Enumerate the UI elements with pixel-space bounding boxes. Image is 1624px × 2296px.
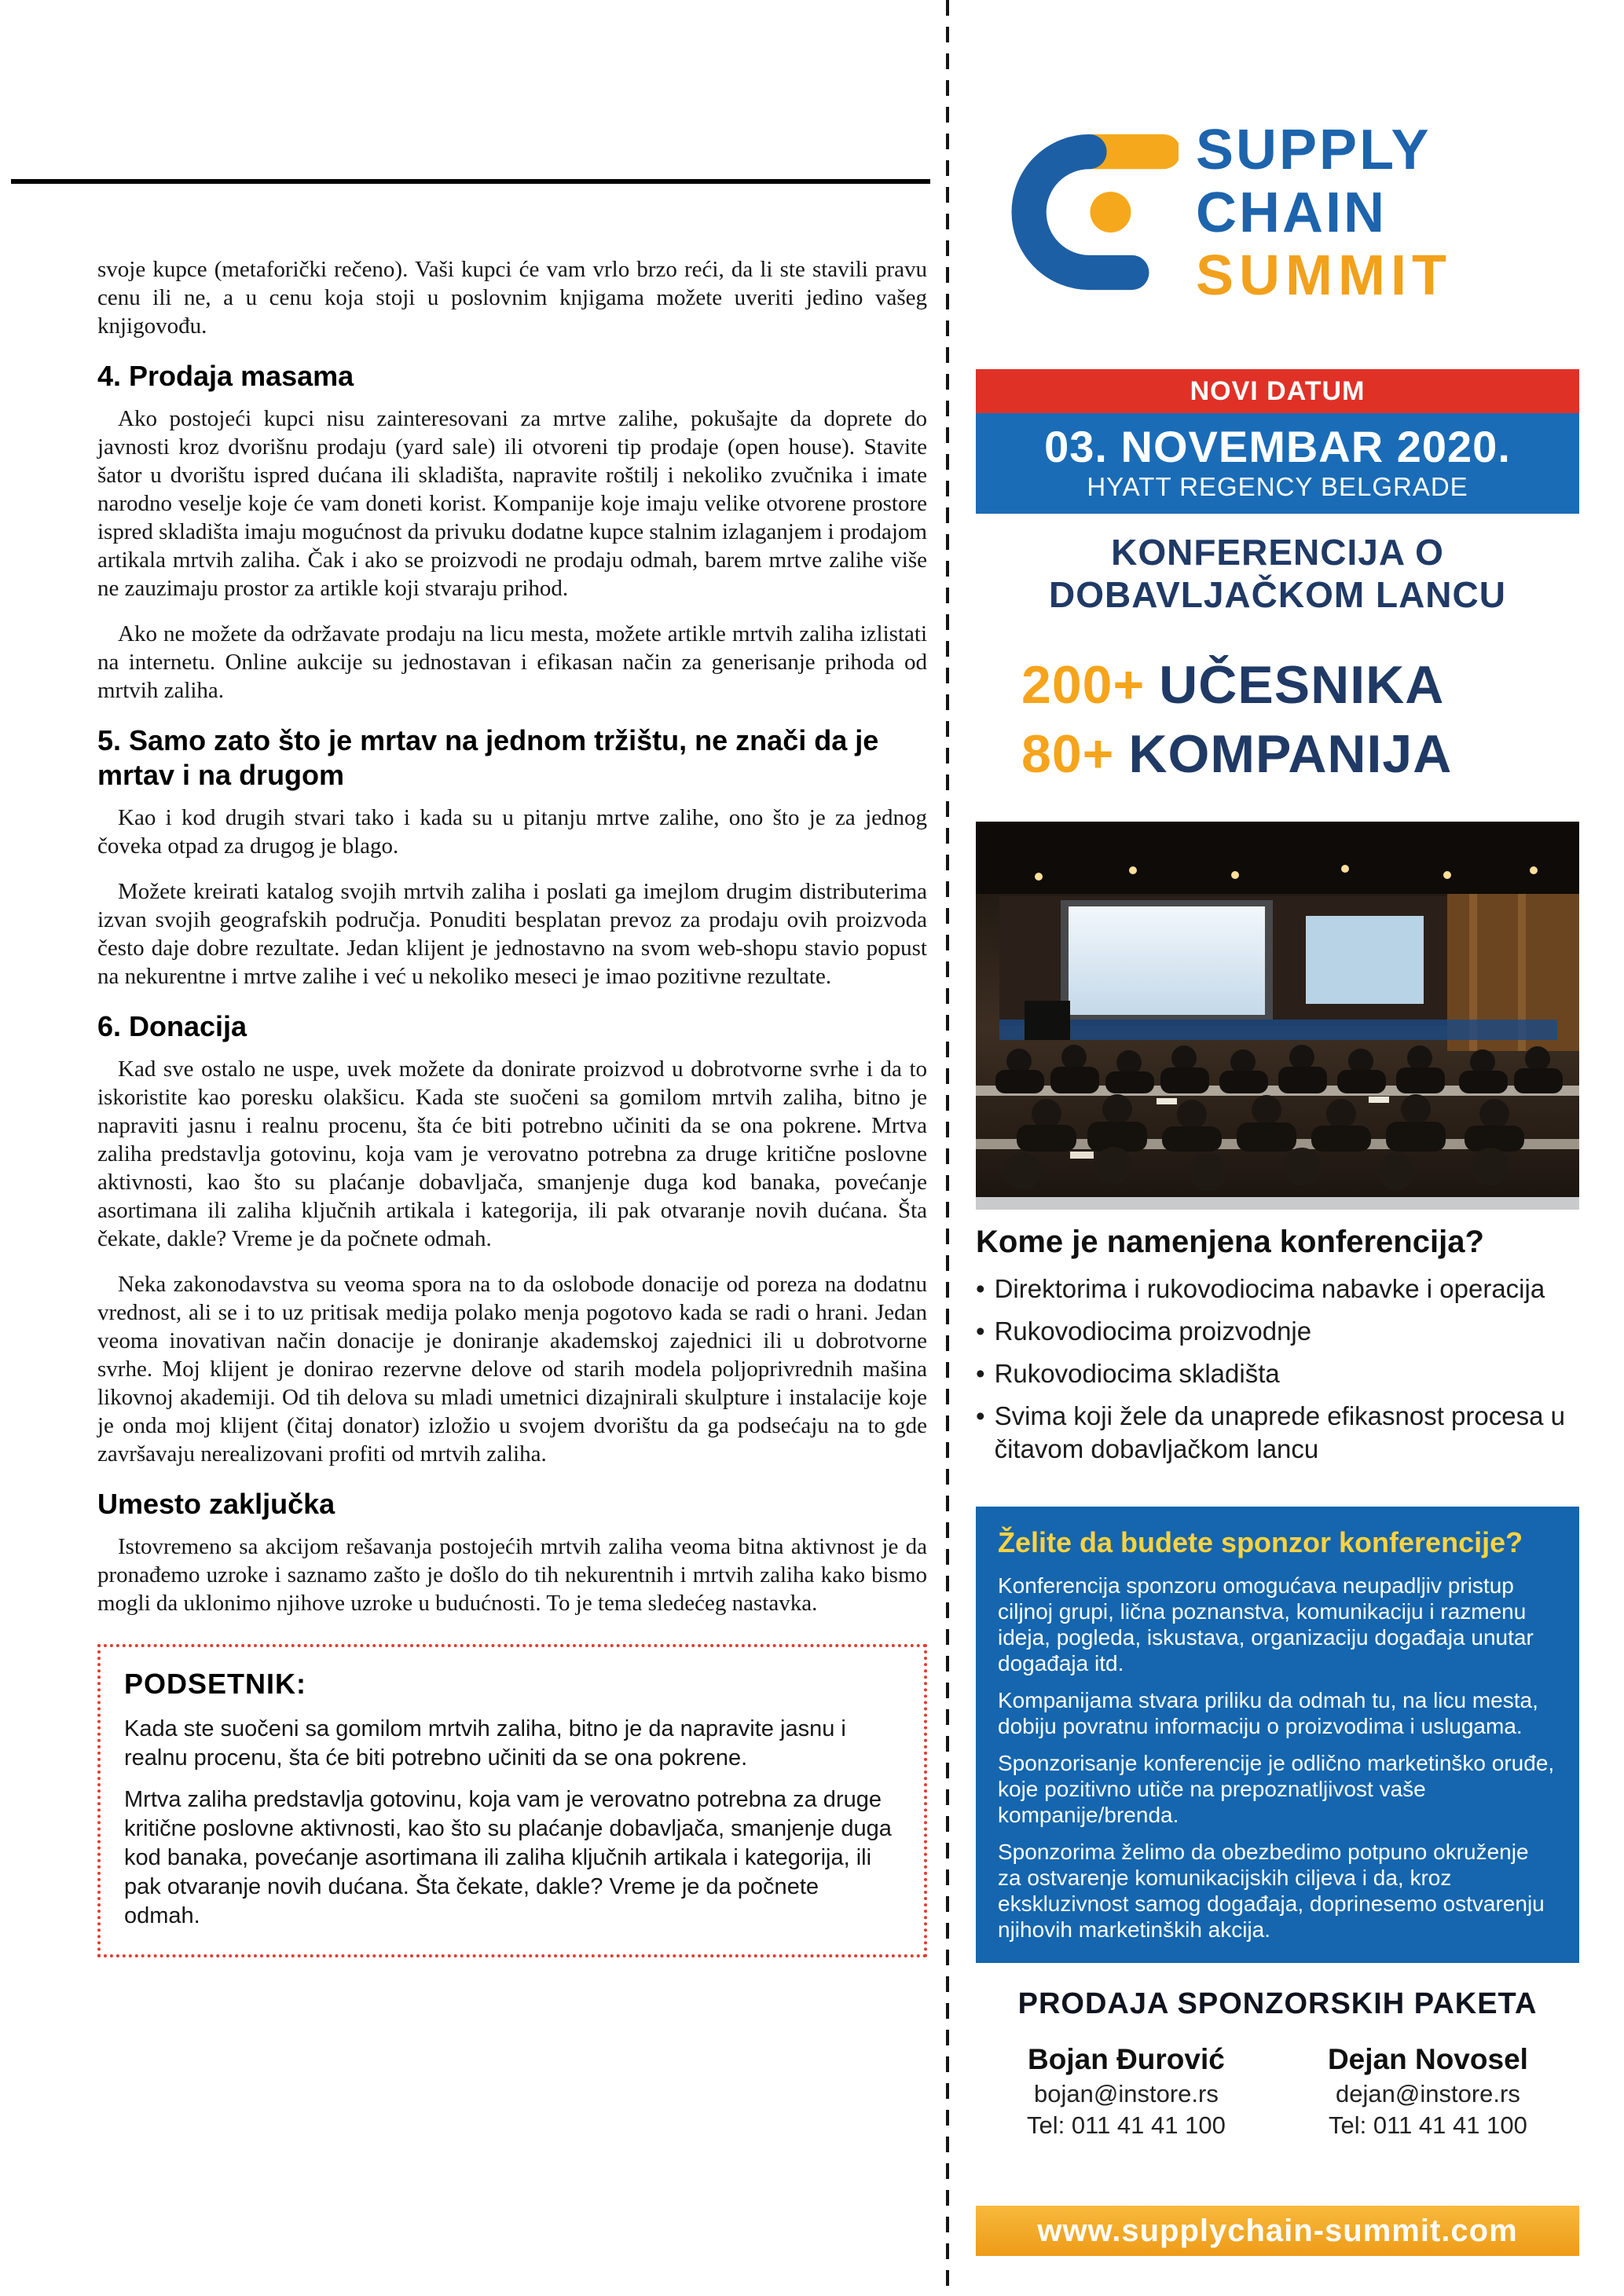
reminder-paragraph: Kada ste suočeni sa gomilom mrtvih zaliha, bitno je da napravite jasnu i realnu procenu, šta će biti potrebno učiniti da se ona pokrene. [124, 1716, 846, 1771]
contact-card [1328, 2041, 1528, 2141]
contact-phone: Tel: 011 41 41 100 [1027, 2111, 1226, 2139]
reminder-box [97, 1644, 927, 1957]
logo-word-supply: SUPPLY [1196, 119, 1432, 181]
audience-item: • Rukovodiocima skladišta [976, 1357, 1579, 1390]
section-heading-4: 4. Prodaja masama [97, 360, 354, 392]
new-date-banner: NOVI DATUM [976, 369, 1579, 413]
logo-wordmark [1196, 119, 1452, 307]
article-column [97, 255, 927, 1957]
stat-number: 80+ [1021, 724, 1115, 784]
stat-label: KOMPANIJA [1128, 724, 1453, 784]
article-section-4 [97, 359, 927, 705]
article-paragraph: Možete kreirati katalog svojih mrtvih zaliha i poslati ga imejlom drugim distributerima izvan svojih geografskih područja. Ponuditi besplatan prevoz za prodaju ovih proizvoda često daje dobre rezultate. Jedan klijent je jednostavno na svom web-shopu stavio popust na nekurentne i mrtve zalihe i već u nekoliko meseci je imao pozitivne rezultate. [97, 879, 927, 989]
reminder-title: PODSETNIK: [124, 1668, 307, 1700]
section-heading-conclusion: Umesto zaključka [97, 1488, 335, 1520]
article-section-6 [97, 1009, 927, 1468]
sales-contacts [976, 2041, 1579, 2141]
conference-photo [976, 822, 1579, 1197]
article-paragraph: Neka zakonodavstva su veoma spora na to da oslobode donacije od poreza na dodatnu vrednost, ali se i to uz pritisak medija polako menja pogotovo kada se radi o hrani. Jedan veoma inovativan način donacije je doniranje akademskoj zajednici ili u dobrotvorne svrhe. Moj klijent je donirao rezervne delove od starih modela poljoprivrednih mašina likovnoj akademiji. Od tih delova su mladi umetnici dizajnirali skulpture i instalacije koje je onda moj klijent (čitaj donator) izložio u svojem dvorištu da ga podsećaju na to gde završavaju nerealizovani profiti od mrtvih zaliha. [97, 1272, 927, 1467]
sponsor-paragraph: Sponzorisanje konferencije je odlično marketinško oruđe, koje pozitivno utiče na prepoznatljivost vaše kompanije/brenda. [998, 1751, 1555, 1827]
divider-bar [976, 1197, 1579, 1210]
article-paragraph: Ako ne možete da održavate prodaju na licu mesta, možete artikle mrtvih zaliha izlistati na internetu. Online aukcije su jednostavan i efikasan način za generisanje prihoda od mrtvih zaliha. [97, 621, 927, 703]
conference-title: KONFERENCIJA O DOBAVLJAČKOM LANCU [1049, 532, 1506, 615]
audience-item: • Svima koji žele da unaprede efikasnost procesa u čitavom dobavljačkom lancu [976, 1400, 1579, 1466]
stat-label: UČESNIKA [1159, 655, 1445, 715]
ad-cut-line [946, 0, 949, 2296]
article-section-5 [97, 723, 927, 991]
audience-heading: Kome je namenjena konferencija? [976, 1225, 1484, 1259]
event-date: 03. NOVEMBAR 2020. [1044, 422, 1511, 471]
article-section-conclusion [97, 1487, 927, 1617]
section-heading-6: 6. Donacija [97, 1010, 247, 1042]
article-paragraph: Kao i kod drugih stvari tako i kada su u pitanju mrtve zalihe, ono što je za jednog čoveka otpad za drugog je blago. [97, 805, 927, 859]
sponsor-box [976, 1507, 1579, 1963]
top-rule [11, 179, 930, 184]
contact-email: dejan@instore.rs [1336, 2080, 1520, 2107]
supply-chain-summit-logo [982, 110, 1452, 316]
sponsor-paragraph: Kompanijama stvara priliku da odmah tu, na licu mesta, dobiju povratnu informaciju o proizvodima i uslugama. [998, 1688, 1538, 1738]
supply-chain-summit-logo-icon [982, 110, 1179, 316]
bullet-icon: • [976, 1274, 985, 1303]
audience-list [976, 1273, 1579, 1475]
article-paragraph: Istovremeno sa akcijom rešavanja postojećih mrtvih zaliha veoma bitna aktivnost je da pronađemo uzroke i saznamo zašto je došlo do tih nekurentnih i mrtvih zaliha kako bismo mogli da uklonimo njihove uzroke u budućnosti. To je tema sledećeg nastavka. [97, 1534, 927, 1616]
conference-stats [1021, 650, 1452, 789]
contact-name: Bojan Đurović [1028, 2043, 1225, 2075]
bullet-icon: • [976, 1359, 985, 1388]
sponsor-paragraph: Konferencija sponzoru omogućava neupadljiv pristup ciljnoj grupi, lična poznanstva, komunikaciju i razmenu ideja, pogleda, iskustava, organizaciju događaja unutar događaja itd. [998, 1573, 1534, 1675]
stat-companies [1021, 720, 1452, 789]
website-bar: www.supplychain-summit.com [976, 2206, 1579, 2256]
intro-paragraph: svoje kupce (metaforički rečeno). Vaši kupci će vam vrlo brzo reći, da li ste stavili pravu cenu ili ne, a u cenu koja stoji u poslovnim knjigama možete uveriti jedino vašeg knjigovođu. [97, 257, 927, 339]
bullet-icon: • [976, 1401, 985, 1430]
contact-name: Dejan Novosel [1327, 2043, 1528, 2075]
contact-phone: Tel: 011 41 41 100 [1329, 2111, 1527, 2139]
sponsor-sales-heading: PRODAJA SPONZORSKIH PAKETA [1017, 1987, 1538, 2020]
audience-item: • Direktorima i rukovodiocima nabavke i operacija [976, 1273, 1579, 1305]
ad-column [976, 0, 1579, 2296]
section-heading-5: 5. Samo zato što je mrtav na jednom tržištu, ne znači da je mrtav i na drugom [97, 724, 879, 791]
stat-participants [1021, 650, 1452, 720]
article-paragraph: Kad sve ostalo ne uspe, uvek možete da donirate proizvod u dobrotvorne svrhe i da to iskoristite kao poresku olakšicu. Kada ste suočeni sa gomilom mrtvih zaliha, bitno je napraviti jasnu i realnu procenu, šta će biti potrebno učiniti da se ona pokrene. Mrtva zaliha predstavlja gotovinu, koja vam je verovatno potrebna za druge kritične poslovne aktivnosti, kao što su plaćanje dobavljača, smanjenje duga kod banaka, povećanje asortimana ili zaliha ključnih artikala i kategorija, ili pak otvaranje novih dućana. Šta čekate, dakle? Vreme je da počnete odmah. [97, 1056, 927, 1251]
date-banner [976, 413, 1579, 514]
logo-word-summit: SUMMIT [1196, 244, 1452, 307]
sponsor-paragraph: Sponzorima želimo da obezbedimo potpuno okruženje za ostvarenje komunikacijskih ciljeva i da, kroz ekskluzivnost samog događaja, doprinesemo ostvarenju njihovih marketinških akcija. [998, 1840, 1545, 1942]
contact-email: bojan@instore.rs [1034, 2080, 1219, 2107]
audience-item: • Rukovodiocima proizvodnje [976, 1315, 1579, 1348]
event-venue: HYATT REGENCY BELGRADE [1087, 472, 1468, 501]
stat-number: 200+ [1021, 655, 1146, 715]
logo-word-chain: CHAIN [1196, 181, 1387, 244]
contact-card [1027, 2041, 1226, 2141]
bullet-icon: • [976, 1316, 985, 1346]
reminder-paragraph: Mrtva zaliha predstavlja gotovinu, koja vam je verovatno potrebna za druge kritične poslovne aktivnosti, kao što su plaćanje dobavljača, smanjenje duga kod banaka, povećanje asortimana ili zaliha ključnih artikala i kategorija, ili pak otvaranje novih dućana. Šta čekate, dakle? Vreme je da počnete odmah. [124, 1787, 892, 1928]
sponsor-heading: Želite da budete sponzor konferencije? [998, 1526, 1523, 1558]
article-paragraph: Ako postojeći kupci nisu zainteresovani za mrtve zalihe, pokušajte da doprete do javnosti kroz dvorišnu prodaju (yard sale) ili otvoreni tip prodaje (open house). Stavite šator u dvorištu ispred dućana ili skladišta, napravite roštilj i nekoliko zvučnika i imate narodno veselje koje će vam doneti korist. Kompanije koje imaju velike otvorene prostore ispred skladišta imaju mogućnost da privuku dodatne kupce stalnim izlaganjem i prodajom artikala mrtvih zaliha. Čak i ako se proizvodi ne prodaju odmah, barem mrtve zalihe više ne zauzimaju prostor za artikle koji stvaraju prihod. [97, 406, 927, 601]
